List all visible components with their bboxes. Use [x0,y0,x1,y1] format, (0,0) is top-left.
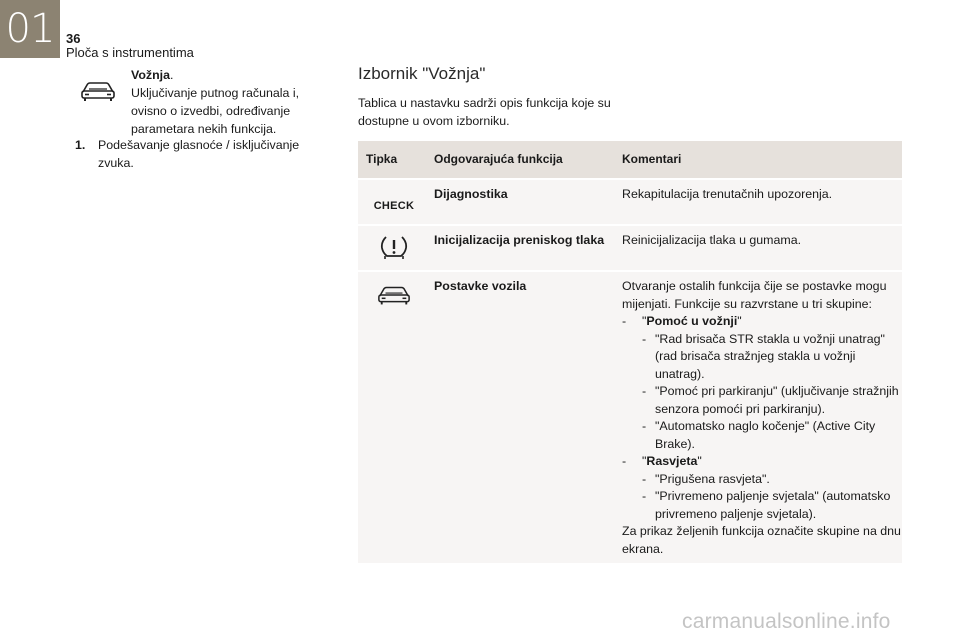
car-icon [80,80,116,102]
key-cell [358,272,430,563]
chapter-tab: 01 [0,0,60,58]
header-comment: Komentari [622,152,682,166]
comment-footer: Za prikaz željenih funkcija označite skupine na dnu ekrana. [622,524,901,556]
list-item: - "Rad brisača STR stakla u vožnji unatrag" (rad brisača stražnjeg stakla u vožnji unatrag). [642,331,902,384]
page-number: 36 [66,31,81,46]
driving-menu-description: Vožnja. Uključivanje putnog računala i, ovisno o izvedbi, određivanje parametara nekih funkcija. [131,68,300,136]
check-label: CHECK [373,200,415,212]
step-number: 1. [75,138,86,152]
comment-cell: Rekapitulacija trenutačnih upozorenja. [622,187,833,201]
table-row [358,180,902,224]
menu-table [358,141,902,565]
function-cell: Inicijalizacija preniskog tlaka [434,233,605,247]
list-item: - "Automatsko naglo kočenje" (Active City Brake). [642,418,902,453]
function-cell: Dijagnostika [434,187,508,201]
list-item: - "Pomoć pri parkiranju" (uključivanje stražnjih senzora pomoći pri parkiranju). [642,383,902,418]
driving-menu-title: Vožnja [131,68,171,82]
function-groups [622,313,902,523]
key-cell [358,226,430,270]
table-row [358,272,902,563]
function-cell: Postavke vozila [434,279,527,293]
list-item: - "Privremeno paljenje svjetala" (automatsko privremeno paljenje svjetala). [642,488,902,523]
watermark: carmanualsonline.info [682,610,891,633]
driving-menu-text: Uključivanje putnog računala i, ovisno o izvedbi, određivanje parametara nekih funkcija. [131,86,300,136]
table-row [358,226,902,270]
group-item: - "Pomoć u vožnji" - "Rad brisača STR stakla u vožnji unatrag" (rad brisača stražnjeg stakla u vožnji unatrag). - "Pomoć pri parkiranju" (uključivanje stražnjih senzora pomoći pri parkiranju). - "Automatsko naglo kočenje" (Active City Brake). [622,313,902,453]
car-icon [377,284,411,306]
chapter-title: Ploča s instrumentima [66,45,194,60]
comment-cell: Reinicijalizacija tlaka u gumama. [622,233,802,247]
step-text: Podešavanje glasnoće / isključivanje zvuka. [98,138,300,170]
section-intro: Tablica u nastavku sadrži opis funkcija koje su dostupne u ovom izborniku. [358,96,611,128]
table-header [358,141,902,178]
section-title: Izbornik "Vožnja" [358,64,486,83]
comment-cell [618,272,902,563]
comment-intro: Otvaranje ostalih funkcija čije se postavke mogu mijenjati. Funkcije su razvrstane u tri skupine: [622,279,887,311]
group-item: - "Rasvjeta" - "Prigušena rasvjeta". - "Privremeno paljenje svjetala" (automatsko privremeno paljenje svjetala). [622,453,902,523]
list-item: - "Prigušena rasvjeta". [642,471,902,489]
header-function: Odgovarajuća funkcija [434,152,563,166]
tyre-pressure-warning-icon [379,234,409,260]
header-key: Tipka [366,152,398,166]
key-cell [358,180,430,224]
